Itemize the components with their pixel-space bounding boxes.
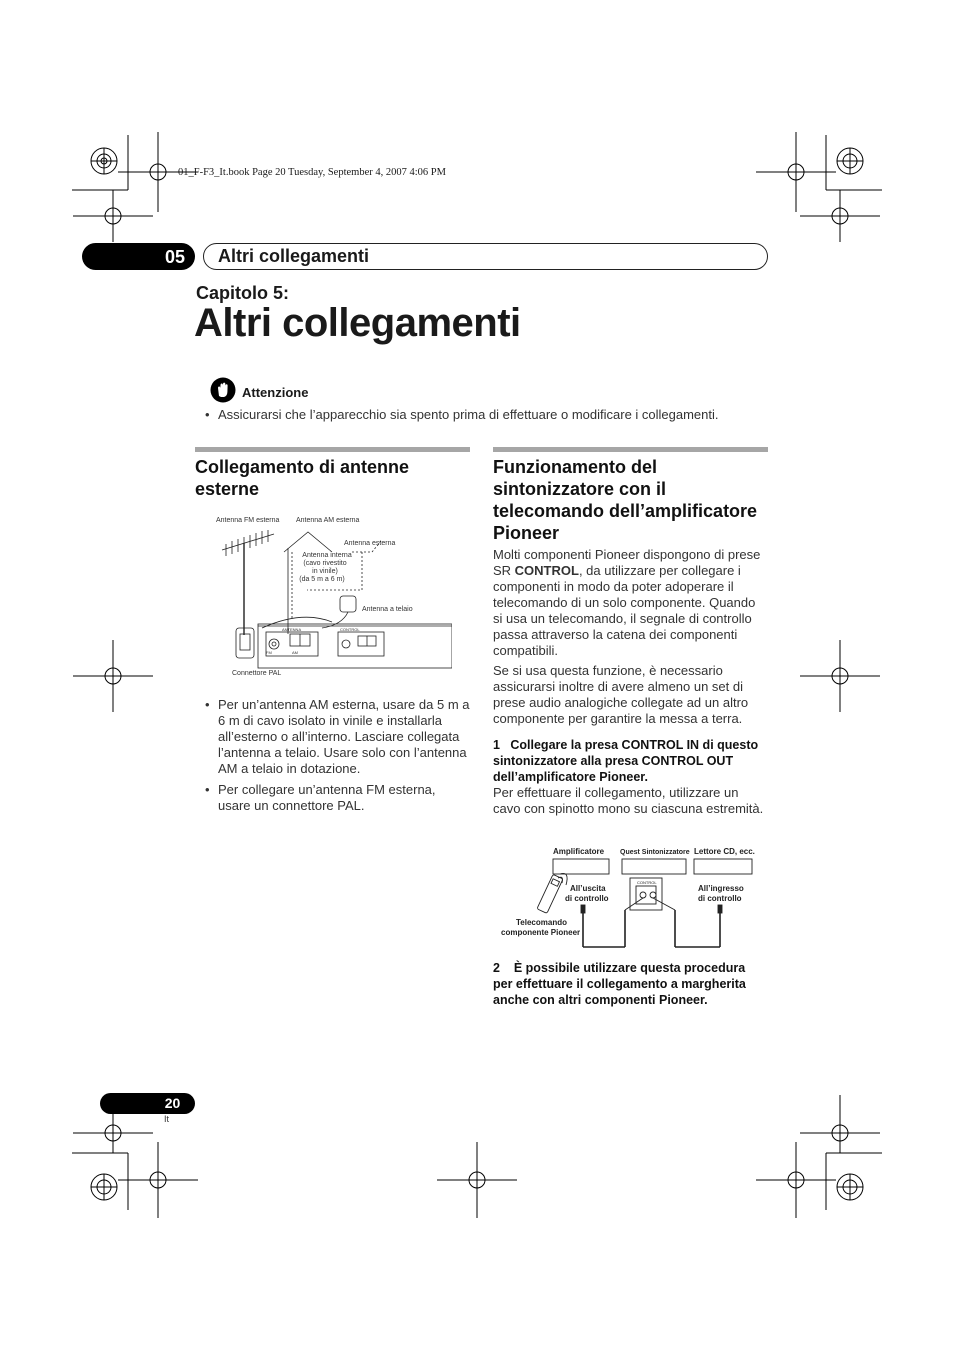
- label-outdoor-antenna: Antenna esterna: [344, 540, 396, 547]
- label-control-panel: CONTROL: [340, 627, 360, 632]
- label-cd-player: Lettore CD, ecc.: [694, 847, 755, 856]
- page-language: It: [164, 1114, 170, 1124]
- step-1: [493, 737, 768, 785]
- label-antenna-panel: ANTENNA: [282, 627, 302, 632]
- bullet-dot-icon: •: [205, 407, 210, 422]
- para-text: Molti componenti Pioneer dispongono di prese SR: [493, 547, 761, 578]
- bullet-dot-icon: •: [205, 697, 210, 712]
- heading-line: Funzionamento del: [493, 457, 657, 477]
- paragraph-grounding: Se si usa questa funzione, è necessario assicurarsi inoltre di avere almeno un set di prese audio analogiche collegate ad un altro componente per garantire la messa a terra.: [493, 663, 749, 726]
- label-indoor-3: in vinile): [312, 568, 338, 575]
- step-1-body: Per effettuare il collegamento, utilizzare un cavo con spinotto mono su ciascuna estremità.: [493, 785, 764, 816]
- step-number: 2: [493, 961, 500, 975]
- step-text: Collegare la presa CONTROL IN di questo sintonizzatore alla presa CONTROL OUT dell’amplificatore Pioneer.: [493, 738, 759, 784]
- section-heading-antenna: [195, 456, 470, 500]
- label-indoor-2: (cavo rivestito: [303, 560, 347, 567]
- caution-bullet: [205, 407, 758, 423]
- label-indoor-4: (da 5 m a 6 m): [299, 576, 345, 583]
- label-control-in-1: All’ingresso: [698, 884, 744, 893]
- section-divider-left: [195, 447, 470, 452]
- para-bold: CONTROL: [514, 563, 579, 578]
- label-control-out-2: di controllo: [565, 894, 609, 903]
- chapter-title: Altri collegamenti: [218, 246, 370, 266]
- book-filename: 01_F-F3_It.book Page 20 Tuesday, September 4, 2007 4:06 PM: [178, 167, 446, 178]
- page-number: 20: [164, 1095, 181, 1111]
- label-tuner: Quest Sintonizzatore: [620, 849, 690, 856]
- antenna-bullet-2: [205, 782, 470, 814]
- caution-text: Assicurarsi che l’apparecchio sia spento prima di effettuare o modificare i collegamenti.: [218, 407, 719, 422]
- antenna-diagram: [212, 510, 452, 685]
- section-divider-right: [493, 447, 768, 452]
- label-fm-antenna: Antenna FM esterna: [216, 517, 280, 524]
- label-remote-1: Telecomando: [516, 918, 567, 927]
- step-2: [493, 960, 768, 1008]
- label-am-port: AM: [292, 650, 298, 655]
- page-title: Altri collegamenti: [194, 301, 521, 345]
- label-control-out-1: All’uscita: [570, 884, 606, 893]
- section-heading-remote: [493, 456, 773, 544]
- label-control-in-2: di controllo: [698, 894, 742, 903]
- caution-hand-icon: [210, 377, 236, 403]
- para-text: , da utilizzare per collegare i componenti in modo da poter adoperare il telecomando di un solo componente. Quando si usa un telecomando, il segnale di controllo passa attraverso la catena dei componenti compatibili.: [493, 563, 756, 658]
- label-remote-2: componente Pioneer: [501, 928, 581, 937]
- step-number: 1: [493, 738, 500, 752]
- bullet-dot-icon: •: [205, 782, 210, 797]
- label-amplifier: Amplificatore: [553, 847, 605, 856]
- heading-line: esterne: [195, 479, 260, 499]
- label-control-jack: CONTROL: [637, 880, 657, 885]
- heading-line: Collegamento di antenne: [195, 457, 410, 477]
- heading-line: telecomando dell’amplificatore: [493, 501, 758, 521]
- label-indoor-1: Antenna interna: [302, 552, 352, 559]
- label-am-antenna: Antenna AM esterna: [296, 517, 360, 524]
- chapter-number: 05: [164, 247, 186, 267]
- step-text: È possibile utilizzare questa procedura per effettuare il collegamento a margherita anche con altri componenti Pioneer.: [493, 961, 746, 1007]
- bullet-text: Per collegare un’antenna FM esterna, usare un connettore PAL.: [218, 782, 436, 813]
- antenna-bullet-1: [205, 697, 470, 777]
- paragraph-sr-control: [493, 547, 768, 659]
- label-fm-port: FM: [266, 650, 272, 655]
- control-connection-diagram: [498, 843, 768, 953]
- bullet-text: Per un’antenna AM esterna, usare da 5 m a 6 m di cavo isolato in vinile e installarla all’esterno o all’interno. Lasciare collegata l’antenna a telaio. Usare solo con l’antenna AM a telaio in dotazione.: [218, 697, 470, 776]
- label-pal-connector: Connettore PAL: [232, 670, 282, 677]
- label-loop-antenna: Antenna a telaio: [362, 606, 413, 613]
- heading-line: sintonizzatore con il: [493, 479, 667, 499]
- caution-title: Attenzione: [242, 385, 309, 400]
- chapter-label: Capitolo 5:: [196, 283, 289, 303]
- heading-line: Pioneer: [493, 523, 560, 543]
